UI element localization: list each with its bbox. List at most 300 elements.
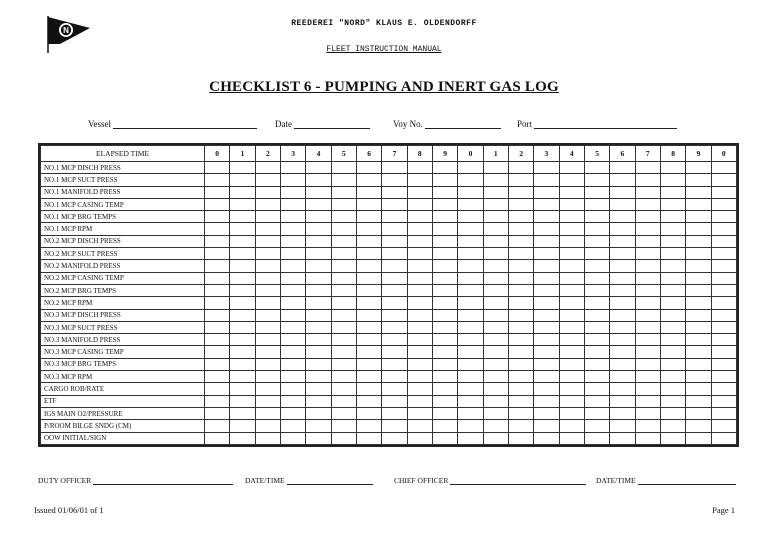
log-entry-cell[interactable] xyxy=(686,211,711,223)
log-entry-cell[interactable] xyxy=(534,198,559,210)
log-entry-cell[interactable] xyxy=(407,211,432,223)
log-entry-cell[interactable] xyxy=(331,358,356,370)
log-entry-cell[interactable] xyxy=(230,260,255,272)
port-field[interactable] xyxy=(517,119,677,129)
log-entry-cell[interactable] xyxy=(534,407,559,419)
datetime-line-1[interactable] xyxy=(287,476,373,485)
log-entry-cell[interactable] xyxy=(635,186,660,198)
log-entry-cell[interactable] xyxy=(255,432,280,444)
log-entry-cell[interactable] xyxy=(432,407,457,419)
log-entry-cell[interactable] xyxy=(483,297,508,309)
datetime-field-1[interactable] xyxy=(245,476,373,485)
log-entry-cell[interactable] xyxy=(610,309,635,321)
log-entry-cell[interactable] xyxy=(559,186,584,198)
log-entry-cell[interactable] xyxy=(255,235,280,247)
log-entry-cell[interactable] xyxy=(686,420,711,432)
log-entry-cell[interactable] xyxy=(280,272,305,284)
log-entry-cell[interactable] xyxy=(635,272,660,284)
log-entry-cell[interactable] xyxy=(382,358,407,370)
log-entry-cell[interactable] xyxy=(711,198,736,210)
log-entry-cell[interactable] xyxy=(635,309,660,321)
log-entry-cell[interactable] xyxy=(686,248,711,260)
log-entry-cell[interactable] xyxy=(280,383,305,395)
log-entry-cell[interactable] xyxy=(660,248,685,260)
log-entry-cell[interactable] xyxy=(534,334,559,346)
log-entry-cell[interactable] xyxy=(559,407,584,419)
log-entry-cell[interactable] xyxy=(483,371,508,383)
log-entry-cell[interactable] xyxy=(205,235,230,247)
log-entry-cell[interactable] xyxy=(508,395,533,407)
log-entry-cell[interactable] xyxy=(432,284,457,296)
log-entry-cell[interactable] xyxy=(711,174,736,186)
log-entry-cell[interactable] xyxy=(280,297,305,309)
log-entry-cell[interactable] xyxy=(382,383,407,395)
log-entry-cell[interactable] xyxy=(432,248,457,260)
log-entry-cell[interactable] xyxy=(255,223,280,235)
log-entry-cell[interactable] xyxy=(280,235,305,247)
log-entry-cell[interactable] xyxy=(686,186,711,198)
log-entry-cell[interactable] xyxy=(205,321,230,333)
log-entry-cell[interactable] xyxy=(660,309,685,321)
log-entry-cell[interactable] xyxy=(584,309,609,321)
log-entry-cell[interactable] xyxy=(432,321,457,333)
log-entry-cell[interactable] xyxy=(205,223,230,235)
log-entry-cell[interactable] xyxy=(382,162,407,174)
log-entry-cell[interactable] xyxy=(686,297,711,309)
log-entry-cell[interactable] xyxy=(610,358,635,370)
log-entry-cell[interactable] xyxy=(458,432,483,444)
duty-officer-line[interactable] xyxy=(93,476,233,485)
log-entry-cell[interactable] xyxy=(306,321,331,333)
log-entry-cell[interactable] xyxy=(686,235,711,247)
log-entry-cell[interactable] xyxy=(559,334,584,346)
log-entry-cell[interactable] xyxy=(610,162,635,174)
log-entry-cell[interactable] xyxy=(483,186,508,198)
log-entry-cell[interactable] xyxy=(255,198,280,210)
log-entry-cell[interactable] xyxy=(559,260,584,272)
log-entry-cell[interactable] xyxy=(458,211,483,223)
log-entry-cell[interactable] xyxy=(230,211,255,223)
log-entry-cell[interactable] xyxy=(686,371,711,383)
log-entry-cell[interactable] xyxy=(458,371,483,383)
log-entry-cell[interactable] xyxy=(280,358,305,370)
log-entry-cell[interactable] xyxy=(230,186,255,198)
log-entry-cell[interactable] xyxy=(205,346,230,358)
log-entry-cell[interactable] xyxy=(559,321,584,333)
log-entry-cell[interactable] xyxy=(230,358,255,370)
log-entry-cell[interactable] xyxy=(534,358,559,370)
log-entry-cell[interactable] xyxy=(382,260,407,272)
log-entry-cell[interactable] xyxy=(686,198,711,210)
log-entry-cell[interactable] xyxy=(306,358,331,370)
log-entry-cell[interactable] xyxy=(407,297,432,309)
log-entry-cell[interactable] xyxy=(230,371,255,383)
log-entry-cell[interactable] xyxy=(356,334,381,346)
log-entry-cell[interactable] xyxy=(559,358,584,370)
log-entry-cell[interactable] xyxy=(331,260,356,272)
log-entry-cell[interactable] xyxy=(483,432,508,444)
log-entry-cell[interactable] xyxy=(508,420,533,432)
log-entry-cell[interactable] xyxy=(432,334,457,346)
date-field[interactable] xyxy=(275,119,370,129)
log-entry-cell[interactable] xyxy=(230,248,255,260)
log-entry-cell[interactable] xyxy=(280,223,305,235)
log-entry-cell[interactable] xyxy=(635,358,660,370)
log-entry-cell[interactable] xyxy=(255,248,280,260)
log-entry-cell[interactable] xyxy=(584,284,609,296)
log-entry-cell[interactable] xyxy=(432,174,457,186)
log-entry-cell[interactable] xyxy=(205,260,230,272)
log-entry-cell[interactable] xyxy=(534,309,559,321)
log-entry-cell[interactable] xyxy=(331,248,356,260)
log-entry-cell[interactable] xyxy=(483,223,508,235)
log-entry-cell[interactable] xyxy=(660,272,685,284)
log-entry-cell[interactable] xyxy=(306,346,331,358)
log-entry-cell[interactable] xyxy=(280,334,305,346)
log-entry-cell[interactable] xyxy=(407,223,432,235)
log-entry-cell[interactable] xyxy=(407,174,432,186)
log-entry-cell[interactable] xyxy=(610,407,635,419)
log-entry-cell[interactable] xyxy=(584,358,609,370)
log-entry-cell[interactable] xyxy=(382,272,407,284)
log-entry-cell[interactable] xyxy=(534,395,559,407)
log-entry-cell[interactable] xyxy=(255,371,280,383)
log-entry-cell[interactable] xyxy=(306,420,331,432)
log-entry-cell[interactable] xyxy=(610,371,635,383)
log-entry-cell[interactable] xyxy=(255,346,280,358)
log-entry-cell[interactable] xyxy=(559,371,584,383)
log-entry-cell[interactable] xyxy=(205,432,230,444)
log-entry-cell[interactable] xyxy=(205,174,230,186)
log-entry-cell[interactable] xyxy=(255,407,280,419)
log-entry-cell[interactable] xyxy=(230,346,255,358)
log-entry-cell[interactable] xyxy=(280,198,305,210)
log-entry-cell[interactable] xyxy=(230,174,255,186)
log-entry-cell[interactable] xyxy=(230,297,255,309)
log-entry-cell[interactable] xyxy=(205,297,230,309)
log-entry-cell[interactable] xyxy=(610,297,635,309)
log-entry-cell[interactable] xyxy=(610,334,635,346)
log-entry-cell[interactable] xyxy=(711,162,736,174)
log-entry-cell[interactable] xyxy=(432,371,457,383)
log-entry-cell[interactable] xyxy=(306,235,331,247)
log-entry-cell[interactable] xyxy=(660,162,685,174)
log-entry-cell[interactable] xyxy=(635,211,660,223)
log-entry-cell[interactable] xyxy=(711,420,736,432)
log-entry-cell[interactable] xyxy=(686,395,711,407)
log-entry-cell[interactable] xyxy=(382,321,407,333)
log-entry-cell[interactable] xyxy=(711,309,736,321)
log-entry-cell[interactable] xyxy=(559,248,584,260)
log-entry-cell[interactable] xyxy=(711,223,736,235)
log-entry-cell[interactable] xyxy=(407,395,432,407)
log-entry-cell[interactable] xyxy=(356,432,381,444)
log-entry-cell[interactable] xyxy=(711,297,736,309)
log-entry-cell[interactable] xyxy=(382,248,407,260)
log-entry-cell[interactable] xyxy=(508,174,533,186)
log-entry-cell[interactable] xyxy=(280,371,305,383)
port-line[interactable] xyxy=(534,119,677,129)
log-entry-cell[interactable] xyxy=(432,223,457,235)
log-entry-cell[interactable] xyxy=(584,174,609,186)
log-entry-cell[interactable] xyxy=(458,198,483,210)
log-entry-cell[interactable] xyxy=(230,235,255,247)
log-entry-cell[interactable] xyxy=(458,297,483,309)
log-entry-cell[interactable] xyxy=(382,334,407,346)
log-entry-cell[interactable] xyxy=(205,358,230,370)
log-entry-cell[interactable] xyxy=(610,260,635,272)
log-entry-cell[interactable] xyxy=(559,309,584,321)
log-entry-cell[interactable] xyxy=(432,297,457,309)
log-entry-cell[interactable] xyxy=(205,371,230,383)
log-entry-cell[interactable] xyxy=(483,358,508,370)
log-entry-cell[interactable] xyxy=(711,284,736,296)
log-entry-cell[interactable] xyxy=(205,198,230,210)
log-entry-cell[interactable] xyxy=(205,420,230,432)
log-entry-cell[interactable] xyxy=(483,248,508,260)
log-entry-cell[interactable] xyxy=(306,407,331,419)
log-entry-cell[interactable] xyxy=(382,395,407,407)
log-entry-cell[interactable] xyxy=(306,198,331,210)
log-entry-cell[interactable] xyxy=(331,407,356,419)
log-entry-cell[interactable] xyxy=(255,284,280,296)
log-entry-cell[interactable] xyxy=(255,260,280,272)
log-entry-cell[interactable] xyxy=(306,432,331,444)
log-entry-cell[interactable] xyxy=(432,260,457,272)
log-entry-cell[interactable] xyxy=(508,383,533,395)
log-entry-cell[interactable] xyxy=(356,346,381,358)
log-entry-cell[interactable] xyxy=(230,162,255,174)
log-entry-cell[interactable] xyxy=(458,395,483,407)
log-entry-cell[interactable] xyxy=(534,186,559,198)
log-entry-cell[interactable] xyxy=(508,321,533,333)
log-entry-cell[interactable] xyxy=(483,235,508,247)
log-entry-cell[interactable] xyxy=(534,260,559,272)
log-entry-cell[interactable] xyxy=(534,248,559,260)
log-entry-cell[interactable] xyxy=(230,420,255,432)
log-entry-cell[interactable] xyxy=(660,395,685,407)
log-entry-cell[interactable] xyxy=(584,297,609,309)
log-entry-cell[interactable] xyxy=(686,334,711,346)
log-entry-cell[interactable] xyxy=(508,223,533,235)
log-entry-cell[interactable] xyxy=(331,284,356,296)
vessel-line[interactable] xyxy=(113,119,257,129)
log-entry-cell[interactable] xyxy=(711,407,736,419)
log-entry-cell[interactable] xyxy=(306,260,331,272)
log-entry-cell[interactable] xyxy=(280,186,305,198)
log-entry-cell[interactable] xyxy=(686,346,711,358)
log-entry-cell[interactable] xyxy=(660,174,685,186)
log-entry-cell[interactable] xyxy=(407,432,432,444)
log-entry-cell[interactable] xyxy=(432,420,457,432)
log-entry-cell[interactable] xyxy=(686,162,711,174)
log-entry-cell[interactable] xyxy=(458,186,483,198)
log-entry-cell[interactable] xyxy=(280,420,305,432)
log-entry-cell[interactable] xyxy=(508,371,533,383)
log-entry-cell[interactable] xyxy=(382,420,407,432)
log-entry-cell[interactable] xyxy=(483,309,508,321)
log-entry-cell[interactable] xyxy=(382,432,407,444)
log-entry-cell[interactable] xyxy=(458,284,483,296)
log-entry-cell[interactable] xyxy=(508,284,533,296)
log-entry-cell[interactable] xyxy=(584,272,609,284)
log-entry-cell[interactable] xyxy=(255,395,280,407)
log-entry-cell[interactable] xyxy=(483,420,508,432)
log-entry-cell[interactable] xyxy=(382,186,407,198)
log-entry-cell[interactable] xyxy=(306,383,331,395)
log-entry-cell[interactable] xyxy=(711,432,736,444)
log-entry-cell[interactable] xyxy=(534,174,559,186)
log-entry-cell[interactable] xyxy=(255,321,280,333)
log-entry-cell[interactable] xyxy=(356,407,381,419)
log-entry-cell[interactable] xyxy=(280,407,305,419)
log-entry-cell[interactable] xyxy=(660,346,685,358)
log-entry-cell[interactable] xyxy=(255,174,280,186)
log-entry-cell[interactable] xyxy=(686,223,711,235)
log-entry-cell[interactable] xyxy=(660,235,685,247)
log-entry-cell[interactable] xyxy=(559,211,584,223)
log-entry-cell[interactable] xyxy=(382,284,407,296)
log-entry-cell[interactable] xyxy=(458,346,483,358)
log-entry-cell[interactable] xyxy=(356,162,381,174)
log-entry-cell[interactable] xyxy=(458,272,483,284)
log-entry-cell[interactable] xyxy=(306,174,331,186)
log-entry-cell[interactable] xyxy=(711,395,736,407)
log-entry-cell[interactable] xyxy=(635,420,660,432)
log-entry-cell[interactable] xyxy=(458,174,483,186)
log-entry-cell[interactable] xyxy=(584,395,609,407)
log-entry-cell[interactable] xyxy=(331,223,356,235)
log-entry-cell[interactable] xyxy=(635,235,660,247)
log-entry-cell[interactable] xyxy=(458,162,483,174)
log-entry-cell[interactable] xyxy=(534,284,559,296)
log-entry-cell[interactable] xyxy=(382,235,407,247)
log-entry-cell[interactable] xyxy=(432,162,457,174)
log-entry-cell[interactable] xyxy=(711,260,736,272)
log-entry-cell[interactable] xyxy=(584,211,609,223)
log-entry-cell[interactable] xyxy=(458,260,483,272)
log-entry-cell[interactable] xyxy=(407,248,432,260)
log-entry-cell[interactable] xyxy=(635,334,660,346)
log-entry-cell[interactable] xyxy=(255,297,280,309)
log-entry-cell[interactable] xyxy=(255,272,280,284)
log-entry-cell[interactable] xyxy=(331,420,356,432)
log-entry-cell[interactable] xyxy=(306,297,331,309)
log-entry-cell[interactable] xyxy=(230,432,255,444)
voy-no-field[interactable] xyxy=(393,119,501,129)
log-entry-cell[interactable] xyxy=(584,371,609,383)
log-entry-cell[interactable] xyxy=(508,186,533,198)
log-entry-cell[interactable] xyxy=(610,235,635,247)
log-entry-cell[interactable] xyxy=(483,260,508,272)
log-entry-cell[interactable] xyxy=(255,358,280,370)
log-entry-cell[interactable] xyxy=(508,407,533,419)
log-entry-cell[interactable] xyxy=(205,248,230,260)
log-entry-cell[interactable] xyxy=(660,186,685,198)
log-entry-cell[interactable] xyxy=(280,260,305,272)
log-entry-cell[interactable] xyxy=(534,235,559,247)
log-entry-cell[interactable] xyxy=(584,420,609,432)
log-entry-cell[interactable] xyxy=(458,235,483,247)
log-entry-cell[interactable] xyxy=(686,284,711,296)
log-entry-cell[interactable] xyxy=(610,284,635,296)
log-entry-cell[interactable] xyxy=(382,309,407,321)
log-entry-cell[interactable] xyxy=(559,420,584,432)
log-entry-cell[interactable] xyxy=(331,371,356,383)
chief-officer-field[interactable] xyxy=(394,476,586,485)
log-entry-cell[interactable] xyxy=(205,334,230,346)
log-entry-cell[interactable] xyxy=(660,334,685,346)
log-entry-cell[interactable] xyxy=(432,346,457,358)
log-entry-cell[interactable] xyxy=(205,272,230,284)
log-entry-cell[interactable] xyxy=(407,260,432,272)
log-entry-cell[interactable] xyxy=(660,420,685,432)
log-entry-cell[interactable] xyxy=(458,309,483,321)
log-entry-cell[interactable] xyxy=(356,383,381,395)
log-entry-cell[interactable] xyxy=(686,174,711,186)
log-entry-cell[interactable] xyxy=(559,174,584,186)
log-entry-cell[interactable] xyxy=(306,186,331,198)
log-entry-cell[interactable] xyxy=(559,395,584,407)
log-entry-cell[interactable] xyxy=(432,186,457,198)
log-entry-cell[interactable] xyxy=(635,346,660,358)
log-entry-cell[interactable] xyxy=(635,198,660,210)
log-entry-cell[interactable] xyxy=(432,358,457,370)
datetime-line-2[interactable] xyxy=(638,476,736,485)
log-entry-cell[interactable] xyxy=(559,223,584,235)
log-entry-cell[interactable] xyxy=(508,432,533,444)
log-entry-cell[interactable] xyxy=(331,211,356,223)
log-entry-cell[interactable] xyxy=(331,186,356,198)
log-entry-cell[interactable] xyxy=(230,334,255,346)
log-entry-cell[interactable] xyxy=(255,334,280,346)
log-entry-cell[interactable] xyxy=(306,309,331,321)
log-entry-cell[interactable] xyxy=(458,407,483,419)
log-entry-cell[interactable] xyxy=(508,297,533,309)
log-entry-cell[interactable] xyxy=(306,162,331,174)
log-entry-cell[interactable] xyxy=(382,198,407,210)
log-entry-cell[interactable] xyxy=(711,235,736,247)
log-entry-cell[interactable] xyxy=(356,186,381,198)
log-entry-cell[interactable] xyxy=(306,211,331,223)
log-entry-cell[interactable] xyxy=(382,297,407,309)
log-entry-cell[interactable] xyxy=(483,284,508,296)
log-entry-cell[interactable] xyxy=(711,358,736,370)
log-entry-cell[interactable] xyxy=(635,297,660,309)
log-entry-cell[interactable] xyxy=(584,198,609,210)
log-entry-cell[interactable] xyxy=(686,383,711,395)
log-entry-cell[interactable] xyxy=(230,198,255,210)
log-entry-cell[interactable] xyxy=(610,420,635,432)
log-entry-cell[interactable] xyxy=(407,358,432,370)
log-entry-cell[interactable] xyxy=(610,211,635,223)
log-entry-cell[interactable] xyxy=(508,334,533,346)
log-entry-cell[interactable] xyxy=(331,334,356,346)
log-entry-cell[interactable] xyxy=(331,309,356,321)
log-entry-cell[interactable] xyxy=(230,223,255,235)
log-entry-cell[interactable] xyxy=(508,235,533,247)
log-entry-cell[interactable] xyxy=(356,358,381,370)
log-entry-cell[interactable] xyxy=(205,162,230,174)
log-entry-cell[interactable] xyxy=(711,248,736,260)
log-entry-cell[interactable] xyxy=(559,432,584,444)
log-entry-cell[interactable] xyxy=(407,383,432,395)
log-entry-cell[interactable] xyxy=(711,272,736,284)
log-entry-cell[interactable] xyxy=(660,432,685,444)
log-entry-cell[interactable] xyxy=(280,309,305,321)
log-entry-cell[interactable] xyxy=(458,383,483,395)
log-entry-cell[interactable] xyxy=(559,272,584,284)
